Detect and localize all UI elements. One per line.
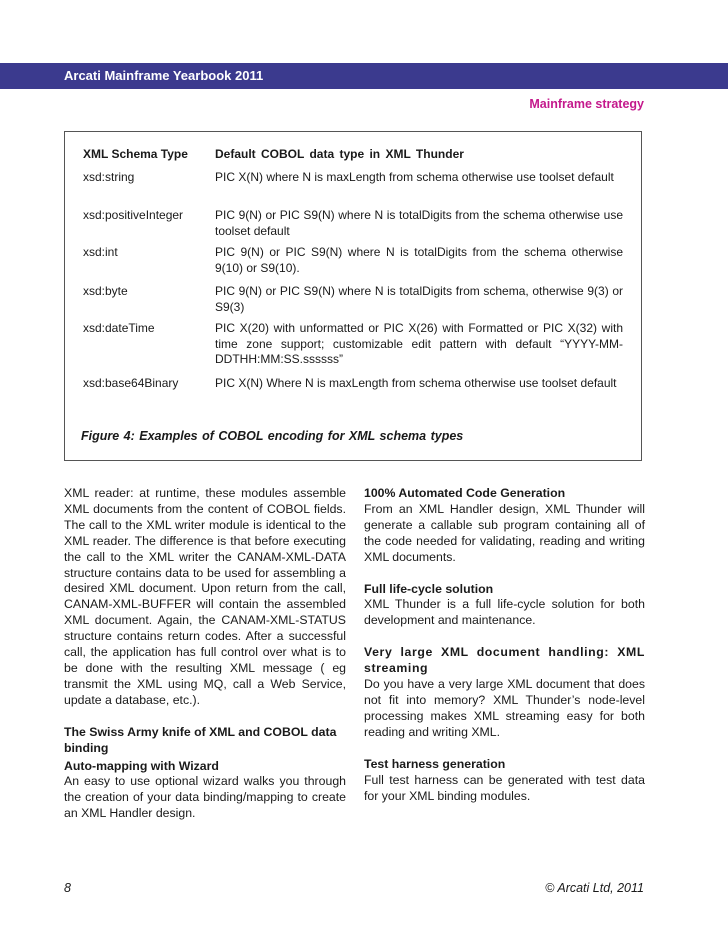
cobol-type-cell: PIC 9(N) or PIC S9(N) where N is totalDigits from the schema otherwise use toolset default — [215, 208, 623, 238]
column-header-cobol-type: Default COBOL data type in XML Thunder — [215, 147, 464, 161]
schema-type-cell: xsd:string — [83, 170, 135, 184]
left-column — [64, 486, 346, 822]
cobol-type-cell: PIC X(N) where N is maxLength from schema otherwise use toolset default — [215, 170, 614, 184]
body-paragraph: An easy to use optional wizard walks you through the creation of your data binding/mapping to create an XML Handler design. — [64, 774, 346, 821]
cobol-type-cell: PIC 9(N) or PIC S9(N) where N is totalDigits from schema, otherwise 9(3) or S9(3) — [215, 284, 623, 314]
body-paragraph: Do you have a very large XML document that does not fit into memory? XML Thunder’s node-level processing makes XML streaming easy for both reading and writing XML. — [364, 677, 645, 739]
section-heading: Test harness generation — [364, 756, 506, 771]
schema-type-cell: xsd:dateTime — [83, 321, 155, 335]
subsection-heading: Auto-mapping with Wizard — [64, 758, 219, 773]
figure-caption: Figure 4: Examples of COBOL encoding for XML schema types — [81, 429, 464, 443]
schema-type-cell: xsd:byte — [83, 284, 128, 298]
body-paragraph: XML Thunder is a full life-cycle solution for both development and maintenance. — [364, 597, 645, 628]
cobol-type-cell: PIC X(20) with unformatted or PIC X(26) with Formatted or PIC X(32) with time zone support; customizable edit pattern with default “YYYY-MM-DDTHH:MM:SS.ssssss” — [215, 321, 623, 366]
publication-title: Arcati Mainframe Yearbook 2011 — [64, 68, 264, 83]
cobol-type-cell: PIC 9(N) or PIC S9(N) where N is totalDigits from the schema otherwise 9(10) or S9(10). — [215, 245, 623, 275]
copyright: © Arcati Ltd, 2011 — [545, 881, 644, 895]
section-heading: Full life-cycle solution — [364, 581, 494, 596]
right-column — [364, 486, 645, 804]
column-header-schema-type: XML Schema Type — [83, 147, 188, 161]
intro-paragraph: XML reader: at runtime, these modules assemble XML documents from the content of COBOL fields. The call to the XML writer module is identical to the XML reader. The difference is that before executing the call to the XML writer the CANAM-XML-DATA structure contains data to be used for assembling a desired XML document. Upon return from the call, CANAM-XML-BUFFER will contain the assembled XML document. Again, the CANAM-XML-STATUS structure contains return codes. After a successful call, the application has full control over what is to be done with the resulting XML message ( eg transmit the XML using MQ, call a Web Service, update a database, etc.). — [64, 486, 346, 707]
body-paragraph: From an XML Handler design, XML Thunder will generate a callable sub program containing all of the code needed for validating, reading and writing XML documents. — [364, 501, 645, 564]
cobol-type-cell: PIC X(N) Where N is maxLength from schema otherwise use toolset default — [215, 376, 617, 390]
schema-type-cell: xsd:int — [83, 245, 118, 259]
body-paragraph: Full test harness can be generated with test data for your XML binding modules. — [364, 772, 645, 803]
header-band — [0, 63, 728, 89]
page-number: 8 — [64, 881, 71, 895]
schema-type-cell: xsd:positiveInteger — [83, 208, 184, 222]
section-heading: The Swiss Army knife of XML and COBOL data binding — [64, 724, 337, 755]
section-heading: 100% Automated Code Generation — [364, 486, 566, 500]
figure-box — [64, 131, 642, 461]
section-heading: Very large XML document handling: XML streaming — [364, 645, 645, 676]
section-title: Mainframe strategy — [529, 97, 644, 111]
schema-type-cell: xsd:base64Binary — [83, 376, 179, 390]
